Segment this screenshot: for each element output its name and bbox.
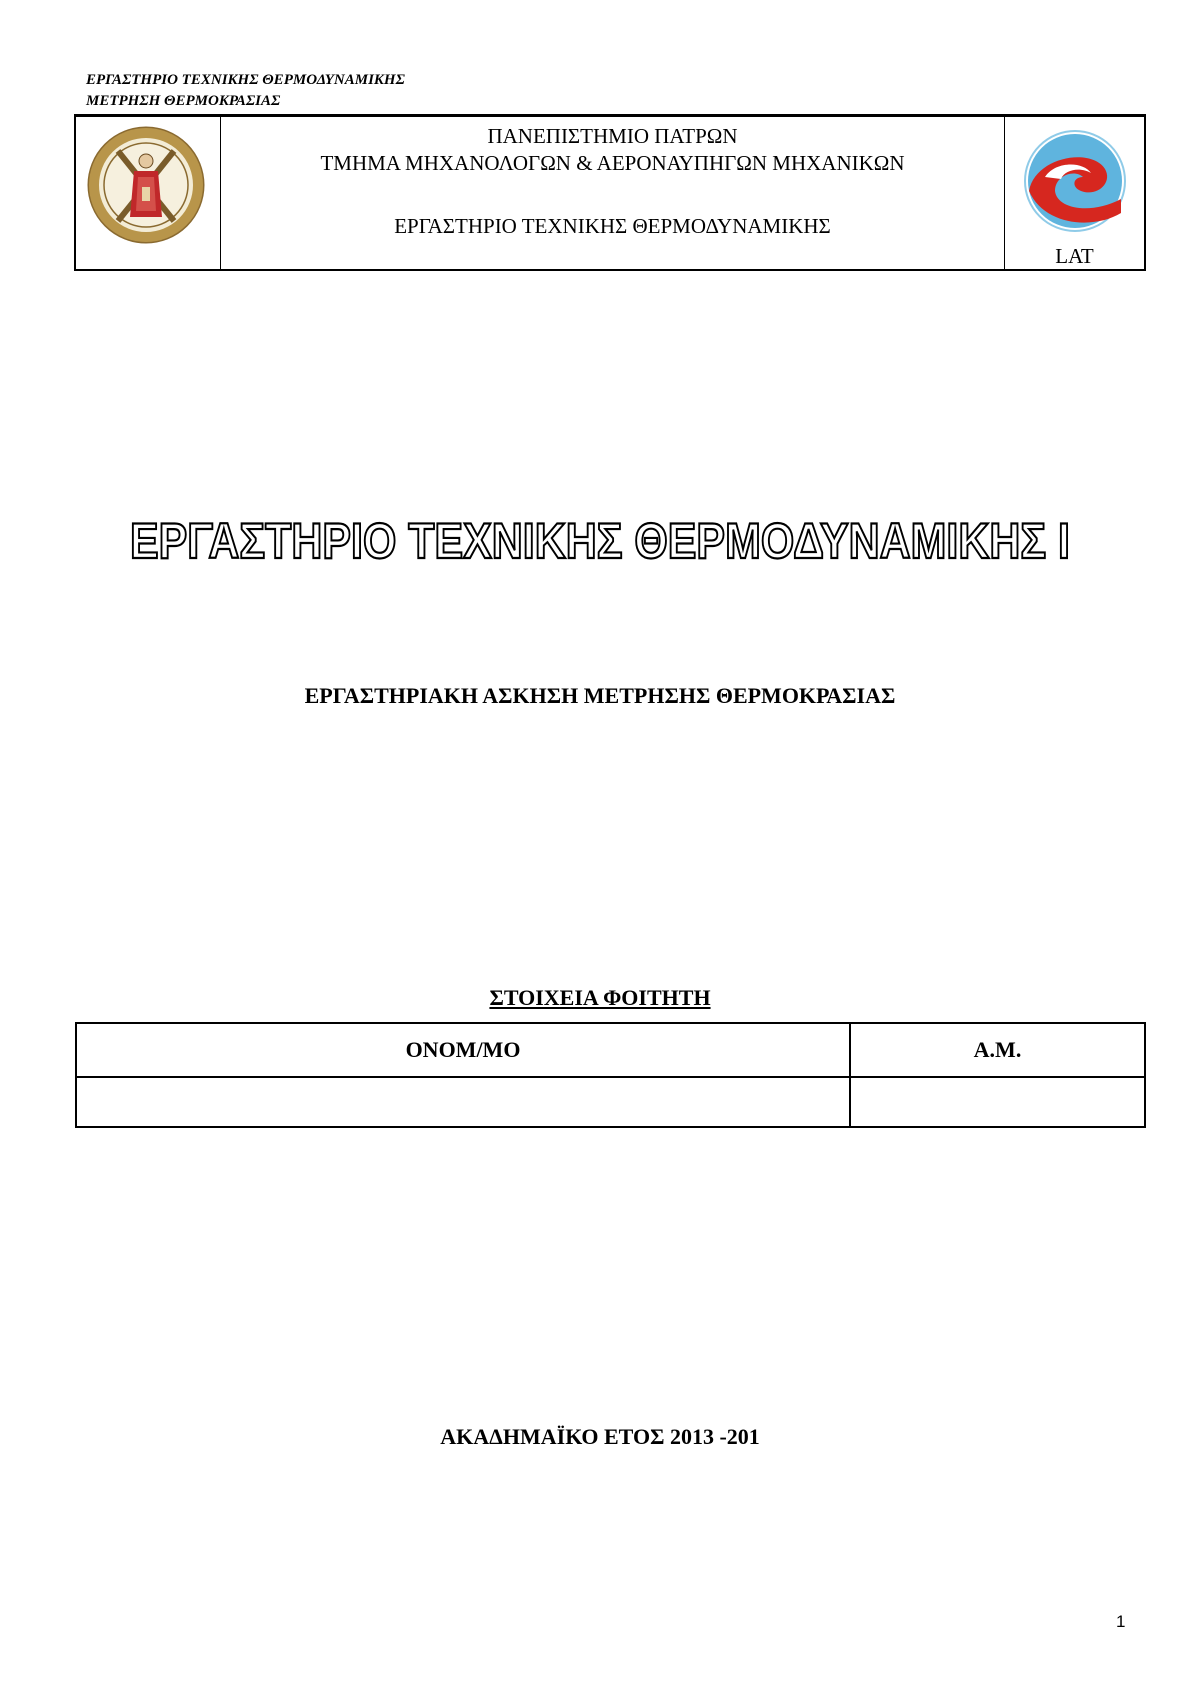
exercise-subtitle: ΕΡΓΑΣΤΗΡΙΑΚΗ ΑΣΚΗΣΗ ΜΕΤΡΗΣΗΣ ΘΕΡΜΟΚΡΑΣΙΑΣ xyxy=(304,683,896,708)
page-number: 1 xyxy=(1116,1612,1126,1631)
institution-names-cell xyxy=(221,117,1004,269)
university-seal-icon xyxy=(76,117,220,269)
running-header-line1: ΕΡΓΑΣΤΗΡΙΟ ΤΕΧΝΙΚΗΣ ΘΕΡΜΟΔΥΝΑΜΙΚΗΣ xyxy=(86,72,405,88)
university-name: ΠΑΝΕΠΙΣΤΗΜΙΟ ΠΑΤΡΩΝ xyxy=(487,124,738,148)
laboratory-name: ΕΡΓΑΣΤΗΡΙΟ ΤΕΧΝΙΚΗΣ ΘΕΡΜΟΔΥΝΑΜΙΚΗΣ xyxy=(394,214,831,238)
main-title xyxy=(0,508,1200,579)
lat-label: LAT xyxy=(1055,244,1094,268)
svg-text:ΕΡΓΑΣΤΗΡΙΟ ΤΕΧΝΙΚΗΣ ΘΕΡΜΟΔΥΝΑΜ: ΕΡΓΑΣΤΗΡΙΟ ΤΕΧΝΙΚΗΣ ΘΕΡΜΟΔΥΝΑΜΙΚΗΣ Ι xyxy=(130,513,1070,569)
student-details-table xyxy=(75,1022,1146,1128)
lat-logo-icon xyxy=(1005,117,1144,237)
right-logo-cell xyxy=(1004,117,1144,269)
department-name: ΤΜΗΜΑ ΜΗΧΑΝΟΛΟΓΩΝ & ΑΕΡΟΝΑΥΠΗΓΩΝ ΜΗΧΑΝΙΚΩΝ xyxy=(320,151,905,175)
column-header-id: Α.Μ. xyxy=(850,1023,1145,1077)
table-row xyxy=(76,1077,1145,1127)
student-id-cell[interactable] xyxy=(850,1077,1145,1127)
student-details-heading: ΣΤΟΙΧΕΙΑ ΦΟΙΤΗΤΗ xyxy=(489,985,711,1010)
running-header-line2: ΜΕΤΡΗΣΗ ΘΕΡΜΟΚΡΑΣΙΑΣ xyxy=(86,93,281,109)
table-header-row xyxy=(76,1023,1145,1077)
column-header-name: ΟΝΟΜ/ΜΟ xyxy=(76,1023,850,1077)
institution-header-box xyxy=(74,114,1146,271)
main-title-outline xyxy=(0,508,1200,574)
left-logo-cell xyxy=(76,117,221,269)
student-name-cell[interactable] xyxy=(76,1077,850,1127)
academic-year: ΑΚΑΔΗΜΑΪΚΟ ΕΤΟΣ 2013 -201 xyxy=(440,1424,760,1449)
running-header xyxy=(86,70,405,112)
